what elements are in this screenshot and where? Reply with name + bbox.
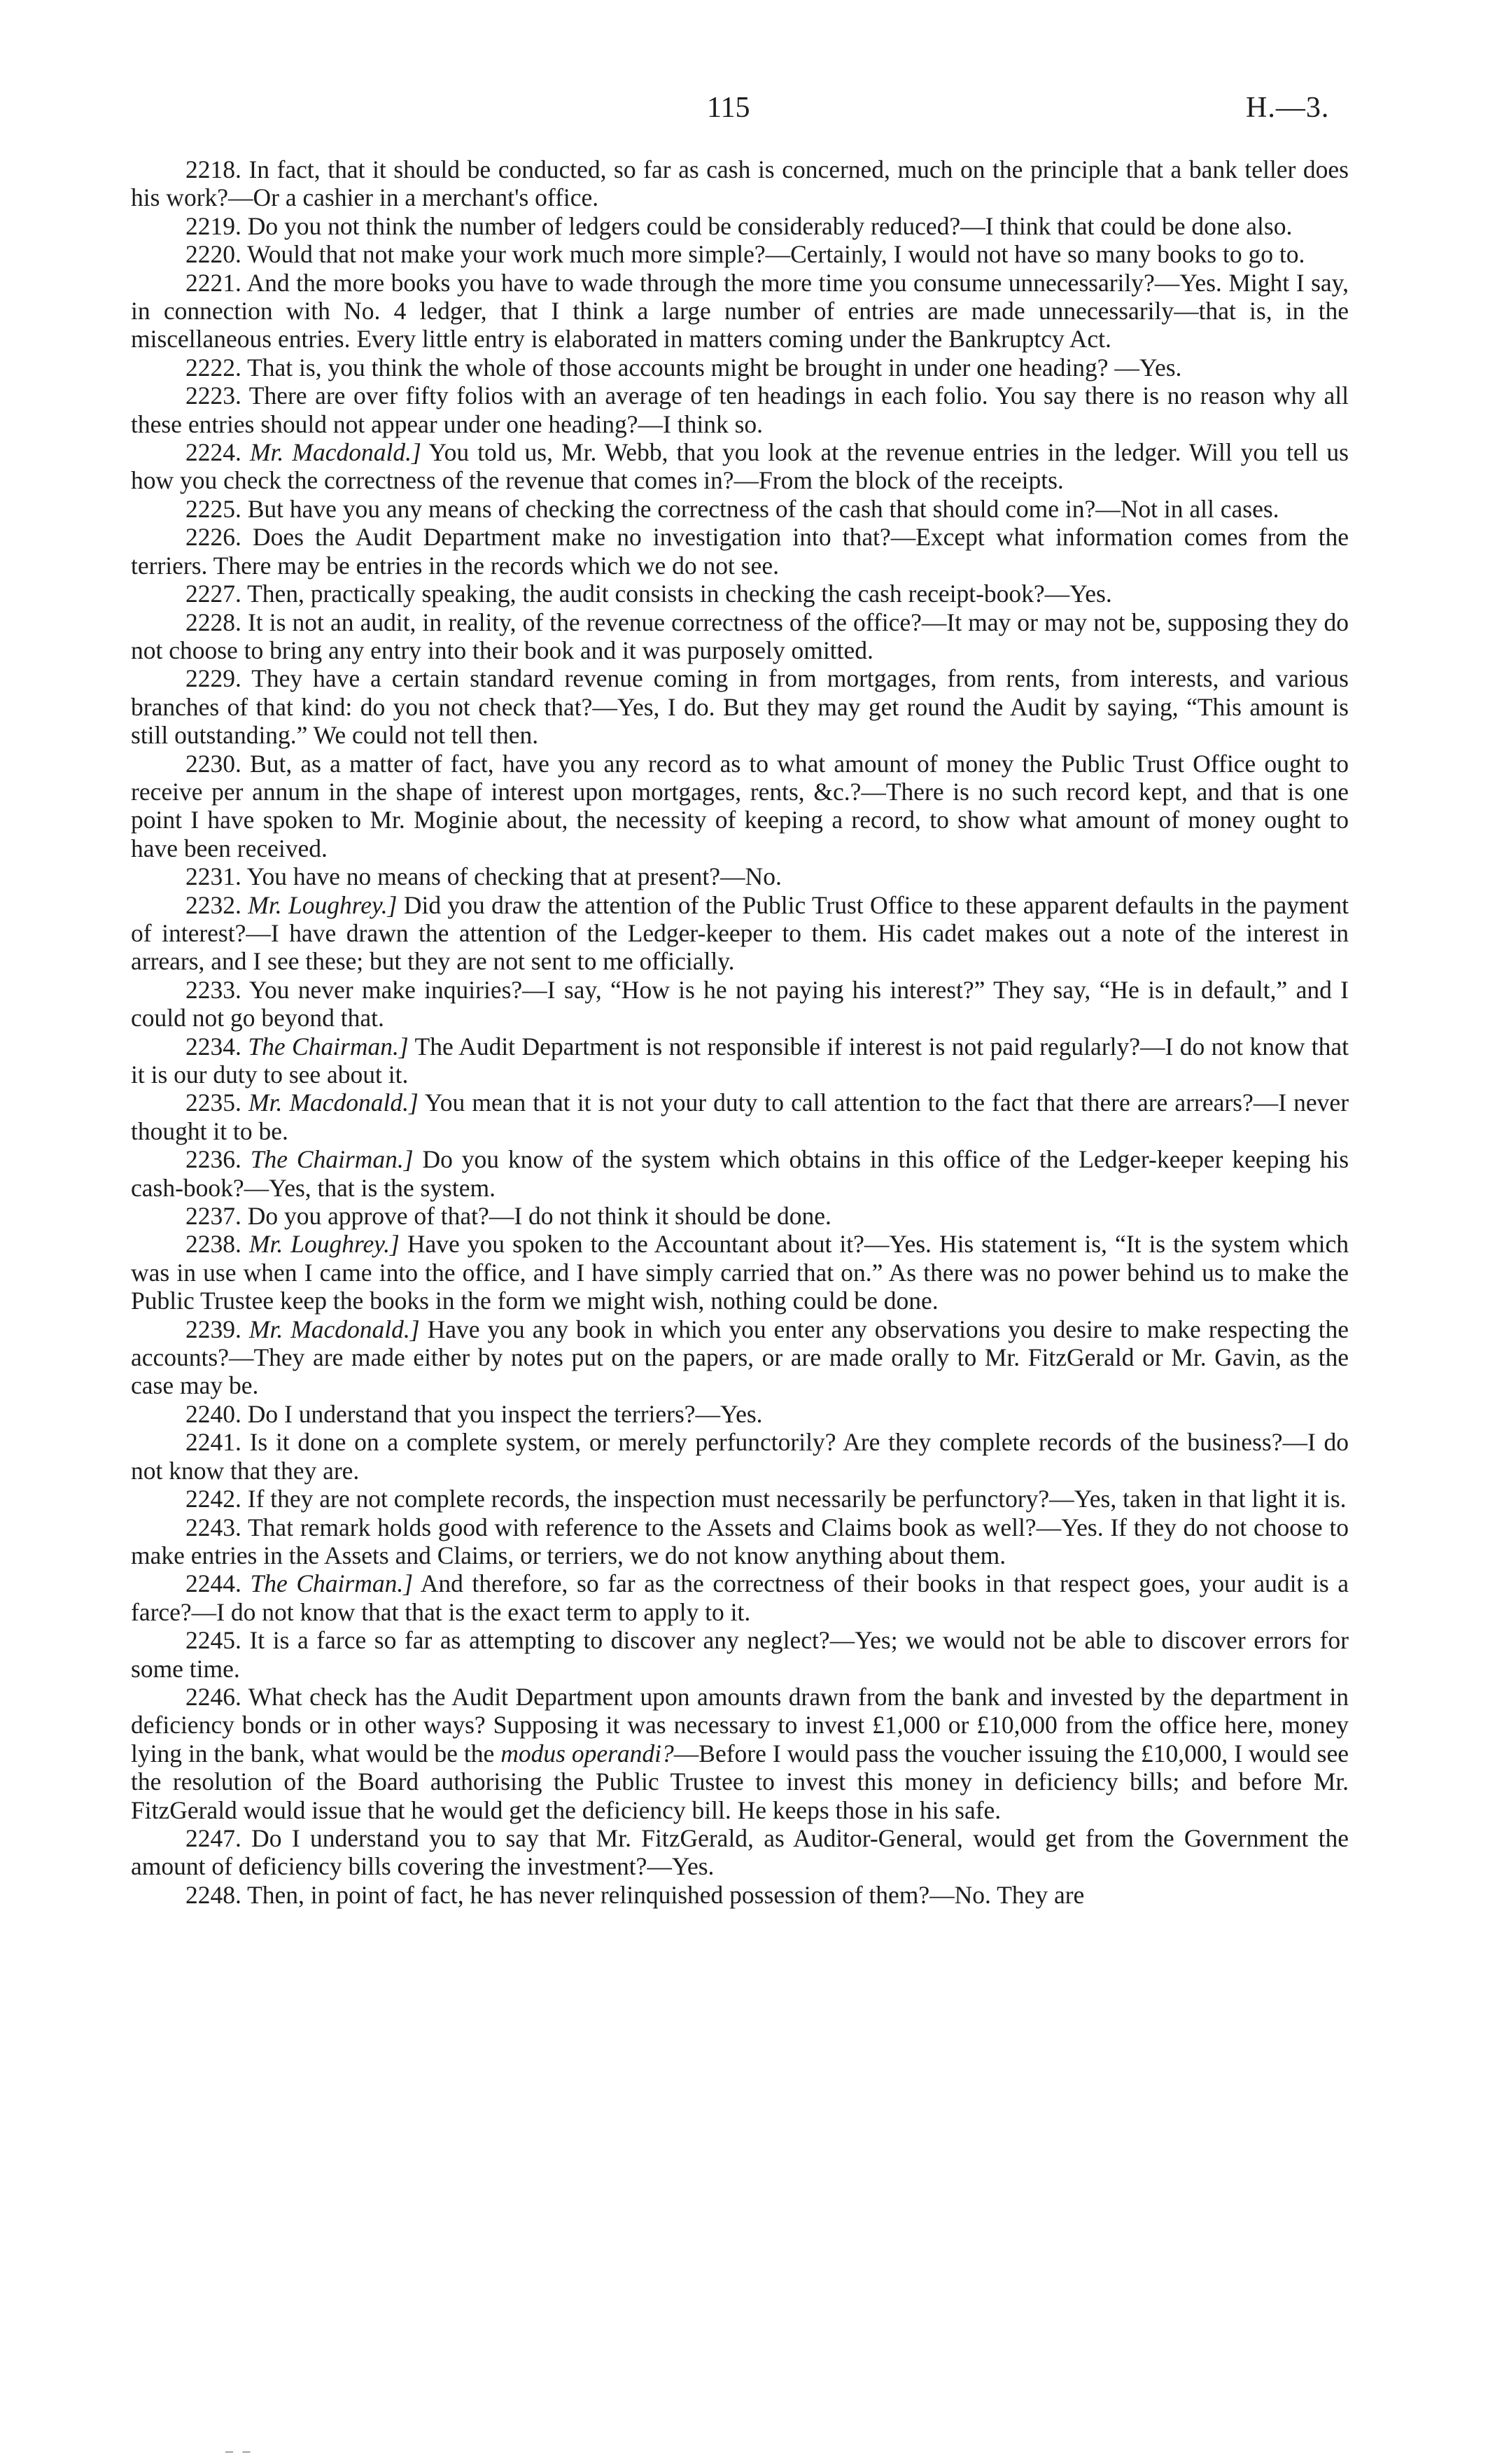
question-text: It is not an audit, in reality, of the revenue correctness of the office?—It may or may not be, supposing they do not choose to bring any entry into their book and it was purposely omitted. (131, 608, 1349, 664)
question-paragraph (131, 495, 1349, 523)
question-number: 2224. (185, 438, 241, 467)
speaker-label: Mr. Macdonald.] (249, 438, 421, 467)
question-text: There are over fifty folios with an average of ten headings in each folio. You say there is no reason why all these entries should not appear under one heading?—I think so. (131, 382, 1349, 438)
question-text: That is, you think the whole of those accounts might be brought in under one heading? —Yes. (247, 353, 1182, 382)
question-paragraph (131, 1569, 1349, 1626)
question-number: 2231. (185, 862, 241, 891)
question-number: 2242. (185, 1485, 241, 1513)
question-text: What check has the Audit Department upon amounts drawn from the bank and invested by the department in deficiency bonds or in other ways? Supposing it was necessary to invest £1,000 or £10,000 from the office here, money lying in the bank, what would be the (131, 1682, 1349, 1768)
question-paragraph (131, 523, 1349, 580)
speaker-label: Mr. Loughrey.] (248, 890, 398, 919)
question-text: The Audit Department is not responsible if interest is not paid regularly?—I do not know that it is our duty to see about it. (131, 1032, 1349, 1088)
question-paragraph (131, 1230, 1349, 1315)
speaker-label: Mr. Macdonald.] (248, 1088, 419, 1117)
question-paragraph (131, 1824, 1349, 1881)
page-number: 115 (707, 92, 750, 124)
question-text: They have a certain standard revenue coming in from mortgages, from rents, from interests, and various branches of that kind: do you not check that?—Yes, I do. But they may get round the Audit by saying, “This amount is still outstanding.” We could not tell then. (131, 664, 1349, 750)
question-number: 2244. (185, 1569, 241, 1598)
question-paragraph (131, 750, 1349, 863)
question-text: It is a farce so far as attempting to discover any neglect?—Yes; we would not be able to discover errors for some time. (131, 1626, 1349, 1683)
question-text: Did you draw the attention of the Public Trust Office to these apparent defaults in the payment of interest?—I have drawn the attention of the Ledger-keeper to them. His cadet makes out a note of the interest in arrears, and I see these; but they are not sent to me officially. (131, 890, 1349, 976)
question-paragraph (131, 354, 1349, 382)
question-text: Then, in point of fact, he has never relinquished possession of them?—No. They are (247, 1880, 1085, 1909)
question-paragraph (131, 608, 1349, 665)
question-paragraph (131, 862, 1349, 890)
question-number: 2247. (185, 1823, 241, 1852)
question-number: 2243. (185, 1513, 241, 1541)
question-paragraph (131, 580, 1349, 608)
question-number: 2218. (185, 155, 241, 183)
question-text: Is it done on a complete system, or merely perfunctorily? Are they complete records of the business?—I do not know that they are. (131, 1428, 1349, 1485)
question-paragraph (131, 240, 1349, 268)
question-number: 2232. (185, 890, 241, 919)
question-text: And the more books you have to wade through the more time you consume unnecessarily?—Yes. Might I say, in connection with No. 4 ledger, that I think a large number of entries are made unnecessarily—that is, in the miscellaneous entries. Every little entry is elaborated in matters coming under the Bankruptcy Act. (131, 268, 1349, 354)
question-number: 2245. (185, 1626, 241, 1655)
question-paragraph (131, 976, 1349, 1032)
question-number: 2221. (185, 268, 241, 297)
testimony-text (131, 155, 1349, 1909)
question-number: 2223. (185, 382, 241, 410)
question-text: But, as a matter of fact, have you any record as to what amount of money the Public Trust Office ought to receive per annum in the shape of interest upon mortgages, rents, &c.?—There is no such record kept, and that is one point I have spoken to Mr. Moginie about, the necessity of keeping a record, to show what amount of money ought to have been received. (131, 749, 1349, 862)
question-paragraph (131, 212, 1349, 240)
speaker-label: The Chairman.] (248, 1032, 409, 1060)
question-paragraph (131, 1485, 1349, 1513)
question-text: You have no means of checking that at present?—No. (246, 862, 782, 891)
printer-mark: – – (225, 2442, 253, 2459)
question-text: Have you any book in which you enter any observations you desire to make respecting the accounts?—They are made either by notes put on the papers, or are made orally to Mr. FitzGerald or Mr. Gavin, as the case may be. (131, 1315, 1349, 1400)
question-text: Do I understand that you inspect the terriers?—Yes. (247, 1399, 763, 1428)
question-paragraph (131, 1088, 1349, 1145)
question-text: That remark holds good with reference to the Assets and Claims book as well?—Yes. If they do not choose to make entries in the Assets and Claims, or terriers, we do not know anything about them. (131, 1513, 1349, 1569)
question-text: In fact, that it should be conducted, so far as cash is concerned, much on the principle that a bank teller does his work?—Or a cashier in a merchant's office. (131, 155, 1349, 212)
question-paragraph (131, 1513, 1349, 1570)
question-number: 2240. (185, 1399, 241, 1428)
question-text: And therefore, so far as the correctness of their books in that respect goes, your audit is a farce?—I do not know that that is the exact term to apply to it. (131, 1569, 1349, 1626)
question-number: 2220. (185, 240, 241, 269)
question-paragraph (131, 1202, 1349, 1230)
question-number: 2228. (185, 608, 241, 636)
question-text: Do you approve of that?—I do not think it should be done. (247, 1202, 831, 1231)
question-number: 2248. (185, 1880, 241, 1909)
speaker-label: The Chairman.] (250, 1569, 414, 1598)
question-text: Do I understand you to say that Mr. FitzGerald, as Auditor-General, would get from the Government the amount of deficiency bills covering the investment?—Yes. (131, 1823, 1349, 1881)
question-text: Do you know of the system which obtains in this office of the Ledger-keeper keeping his cash-book?—Yes, that is the system. (131, 1145, 1349, 1202)
question-paragraph (131, 1315, 1349, 1400)
question-paragraph (131, 1626, 1349, 1683)
question-paragraph (131, 1683, 1349, 1824)
question-paragraph (131, 1400, 1349, 1428)
question-text: Would that not make your work much more simple?—Certainly, I would not have so many books to go to. (247, 240, 1305, 269)
question-text: Do you not think the number of ledgers could be considerably reduced?—I think that could be done also. (247, 211, 1293, 240)
question-text: You mean that it is not your duty to call attention to the fact that there are arrears?—I never thought it to be. (131, 1088, 1349, 1145)
question-number: 2239. (185, 1315, 241, 1343)
question-text: Does the Audit Department make no investigation into that?—Except what information comes from the terriers. There may be entries in the records which we do not see. (131, 523, 1349, 580)
question-paragraph (131, 891, 1349, 976)
question-number: 2246. (185, 1682, 241, 1711)
question-text: Then, practically speaking, the audit consists in checking the cash receipt-book?—Yes. (247, 580, 1112, 608)
question-paragraph (131, 664, 1349, 749)
document-code: H.—3. (1246, 92, 1330, 124)
question-paragraph (131, 382, 1349, 438)
question-paragraph (131, 1881, 1349, 1909)
question-number: 2225. (185, 494, 241, 523)
question-paragraph (131, 1032, 1349, 1089)
question-number: 2227. (185, 580, 241, 608)
question-paragraph (131, 155, 1349, 212)
question-number: 2236. (185, 1145, 241, 1174)
italic-phrase: modus operandi? (500, 1739, 674, 1768)
question-number: 2229. (185, 664, 241, 693)
answer-text: —Before I would pass the voucher issuing the £10,000, I would see the resolution of the Board authorising the Public Trustee to invest this money in deficiency bills; and before Mr. FitzGerald would issue that he would get the deficiency bill. He keeps those in his safe. (131, 1739, 1349, 1824)
question-paragraph (131, 269, 1349, 354)
question-number: 2230. (185, 749, 241, 778)
speaker-label: Mr. Loughrey.] (248, 1230, 400, 1259)
question-paragraph (131, 438, 1349, 495)
question-paragraph (131, 1145, 1349, 1202)
question-number: 2219. (185, 211, 241, 240)
speaker-label: The Chairman.] (250, 1145, 414, 1174)
question-number: 2241. (185, 1428, 241, 1457)
question-number: 2226. (185, 523, 241, 552)
speaker-label: Mr. Macdonald.] (248, 1315, 420, 1343)
question-text: You never make inquiries?—I say, “How is he not paying his interest?” They say, “He is in default,” and I could not go beyond that. (131, 975, 1349, 1032)
question-number: 2235. (185, 1088, 241, 1117)
question-text: If they are not complete records, the inspection must necessarily be perfunctory?—Yes, taken in that light it is. (247, 1485, 1347, 1513)
question-text: But have you any means of checking the correctness of the cash that should come in?—Not in all cases. (247, 494, 1279, 523)
question-number: 2222. (185, 353, 241, 382)
question-number: 2233. (185, 975, 241, 1004)
question-text: Have you spoken to the Accountant about it?—Yes. His statement is, “It is the system which was in use when I came into the office, and I have simply carried that on.” As there was no power behind us to make the Public Trustee keep the books in the form we might wish, nothing could be done. (131, 1230, 1349, 1315)
question-text: You told us, Mr. Webb, that you look at the revenue entries in the ledger. Will you tell us how you check the correctness of the revenue that comes in?—From the block of the receipts. (131, 438, 1349, 495)
question-number: 2238. (185, 1230, 241, 1259)
question-number: 2237. (185, 1202, 241, 1231)
question-number: 2234. (185, 1032, 241, 1060)
question-paragraph (131, 1428, 1349, 1485)
